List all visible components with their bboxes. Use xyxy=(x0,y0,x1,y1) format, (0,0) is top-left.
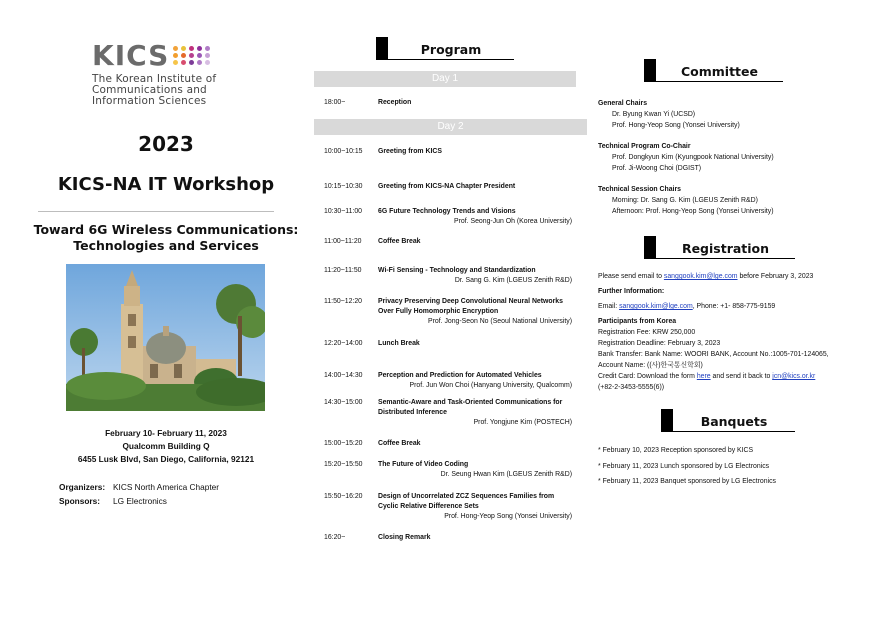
program-time: 10:00~10:15 xyxy=(324,148,363,155)
kics-logo xyxy=(92,39,282,107)
sponsors-value: LG Electronics xyxy=(113,496,167,506)
list-item: * February 10, 2023 Reception sponsored by KICS xyxy=(598,447,754,454)
logo-dots-graphic xyxy=(173,46,213,67)
kics-email-link[interactable]: jcn@kics.or.kr xyxy=(772,373,816,380)
program-title: Semantic-Aware and Task-Oriented Communications for Distributed Inference xyxy=(378,399,563,416)
program-title: Perception and Prediction for Automated Vehicles xyxy=(378,372,542,379)
logo-dot xyxy=(197,46,202,51)
program-time: 11:20~11:50 xyxy=(324,267,362,274)
program-title: Coffee Break xyxy=(378,238,421,245)
program-speaker: Dr. Sang G. Kim (LGEUS Zenith R&D) xyxy=(454,277,572,284)
program-time: 14:30~15:00 xyxy=(324,399,363,406)
event-details xyxy=(0,427,332,466)
program-title: Privacy Preserving Deep Convolutional Neural Networks Over Fully Homomorphic Encryption xyxy=(378,298,563,315)
program-speaker: Prof. Hong-Yeop Song (Yonsei University) xyxy=(444,513,572,520)
program-title: Reception xyxy=(378,99,412,106)
logo-dot xyxy=(205,53,210,58)
program-speaker: Prof. Jun Won Choi (Hanyang University, Qualcomm) xyxy=(409,382,572,389)
program-time: 15:00~15:20 xyxy=(324,440,363,447)
event-venue: Qualcomm Building Q xyxy=(122,441,210,451)
program-time: 16:20~ xyxy=(324,534,346,541)
logo-dot xyxy=(205,46,210,51)
sponsors-label: Sponsors: xyxy=(59,496,101,506)
logo-dot xyxy=(181,53,186,58)
event-dates: February 10- February 11, 2023 xyxy=(105,428,227,438)
venue-photo xyxy=(66,264,265,411)
logo-wordmark: KICS xyxy=(92,39,170,72)
program-speaker: Prof. Seong-Jun Oh (Korea University) xyxy=(454,218,572,225)
logo-dot xyxy=(189,46,194,51)
general-chairs-label: General Chairs xyxy=(598,100,648,107)
logo-dot xyxy=(173,60,178,65)
logo-dot xyxy=(205,60,210,65)
program-time: 12:20~14:00 xyxy=(324,340,363,347)
list-item: * February 11, 2023 Banquet sponsored by LG Electronics xyxy=(598,478,776,485)
registration-email-link[interactable]: sanggook.kim@lge.com xyxy=(663,273,738,280)
registration-section: Please send email to sanggook.kim@lge.com before February 3, 2023 Further Information: Email: sanggook.kim@lge.com, Phone: +1- 858-775-9159 Participants from Korea Registration Fee: KRW 250,000 Registration Deadline: February 3, 2023 Bank Transfer: Bank Name: WOORI BANK, Account No.:1005-701-124065, Account Name: ((사)한국통신학회) Credit Card: Download the form here and send it back to jcn@kics.or.kr (+82-2-3453-5555(6)) xyxy=(598,271,860,393)
organizers-sponsors xyxy=(59,480,219,508)
program-title: Lunch Break xyxy=(378,340,420,347)
contact-email-link[interactable]: sanggook.kim@lge.com xyxy=(619,303,693,310)
list-item: Morning: Dr. Sang G. Kim (LGEUS Zenith R&D) xyxy=(612,197,758,204)
program-time: 10:30~11:00 xyxy=(324,208,362,215)
program-item xyxy=(324,339,572,349)
workshop-title: KICS-NA IT Workshop xyxy=(57,174,275,195)
logo-dot xyxy=(189,60,194,65)
list-item: Prof. Hong-Yeop Song (Yonsei University) xyxy=(612,122,740,129)
card-phone: (+82-2-3453-5555(6)) xyxy=(598,384,665,391)
session-chairs-label: Technical Session Chairs xyxy=(598,186,681,193)
program-item xyxy=(324,371,572,391)
logo-organization-name: The Korean Institute of Communications and Information Sciences xyxy=(92,73,217,107)
program-speaker: Prof. Yongjune Kim (POSTECH) xyxy=(473,419,572,426)
further-info-label: Further Information: xyxy=(598,288,665,295)
program-item xyxy=(324,533,572,543)
program-speaker: Dr. Seung Hwan Kim (LGEUS Zenith R&D) xyxy=(440,471,572,478)
list-item: Prof. Ji-Woong Choi (DGIST) xyxy=(612,165,702,172)
logo-dot xyxy=(197,53,202,58)
program-item xyxy=(324,98,572,108)
account-name: Account Name: ((사)한국통신학회) xyxy=(598,362,703,369)
committee-heading: Committee xyxy=(644,59,783,82)
download-form-link[interactable]: here xyxy=(696,373,711,380)
day-1-band: Day 1 xyxy=(314,71,576,87)
program-item xyxy=(324,439,572,449)
logo-dot xyxy=(189,53,194,58)
program-item xyxy=(324,182,572,192)
program-time: 15:50~16:20 xyxy=(324,493,363,500)
banquets-heading: Banquets xyxy=(661,409,795,432)
organizers-label: Organizers: xyxy=(59,482,106,492)
program-time: 15:20~15:50 xyxy=(324,461,363,468)
program-time: 14:00~14:30 xyxy=(324,372,363,379)
logo-dot xyxy=(181,60,186,65)
program-title: Coffee Break xyxy=(378,440,421,447)
list-item: Dr. Byung Kwan Yi (UCSD) xyxy=(612,111,696,118)
list-item: Afternoon: Prof. Hong-Yeop Song (Yonsei University) xyxy=(612,208,774,215)
registration-fee: Registration Fee: KRW 250,000 xyxy=(598,329,696,336)
program-item xyxy=(324,297,572,327)
logo-dot xyxy=(181,46,186,51)
program-item xyxy=(324,147,572,157)
program-speaker: Prof. Jong-Seon No (Seoul National University) xyxy=(427,318,572,325)
program-title: 6G Future Technology Trends and Visions xyxy=(378,208,516,215)
committee-section xyxy=(598,98,860,217)
list-item: * February 11, 2023 Lunch sponsored by LG Electronics xyxy=(598,462,770,470)
logo-dot xyxy=(173,46,178,51)
banquets-section xyxy=(598,443,860,490)
program-time: 10:15~10:30 xyxy=(324,183,363,190)
workshop-theme: Toward 6G Wireless Communications: Technologies and Services xyxy=(33,222,299,253)
day-2-band: Day 2 xyxy=(314,119,587,135)
program-time: 18:00~ xyxy=(324,99,346,106)
program-item xyxy=(324,237,572,247)
program-title: Closing Remark xyxy=(378,534,431,541)
logo-dot xyxy=(197,60,202,65)
program-time: 11:00~11:20 xyxy=(324,238,362,245)
program-item xyxy=(324,492,572,522)
event-year: 2023 xyxy=(138,132,194,156)
program-item xyxy=(324,460,572,480)
program-item xyxy=(324,266,572,286)
divider xyxy=(38,211,274,212)
organizers-value: KICS North America Chapter xyxy=(113,482,220,492)
program-heading: Program xyxy=(376,37,514,60)
program-item xyxy=(324,398,572,428)
bank-transfer: Bank Transfer: Bank Name: WOORI BANK, Account No.:1005-701-124065, xyxy=(598,351,829,358)
event-address: 6455 Lusk Blvd, San Diego, California, 92121 xyxy=(77,454,255,464)
program-title: Design of Uncorrelated ZCZ Sequences Families from Cyclic Relative Difference Sets xyxy=(378,493,555,510)
program-title: Greeting from KICS xyxy=(378,148,442,155)
registration-deadline: Registration Deadline: February 3, 2023 xyxy=(598,340,721,347)
program-time: 11:50~12:20 xyxy=(324,298,362,305)
program-title: Wi-Fi Sensing - Technology and Standardization xyxy=(378,267,536,274)
program-item xyxy=(324,207,572,227)
list-item: Prof. Dongkyun Kim (Kyungpook National University) xyxy=(612,154,774,161)
participants-korea-label: Participants from Korea xyxy=(598,318,677,325)
program-title: Greeting from KICS-NA Chapter President xyxy=(378,183,516,190)
program-title: The Future of Video Coding xyxy=(378,461,469,468)
registration-heading: Registration xyxy=(644,236,795,259)
tpc-label: Technical Program Co-Chair xyxy=(598,143,691,150)
logo-dot xyxy=(173,53,178,58)
